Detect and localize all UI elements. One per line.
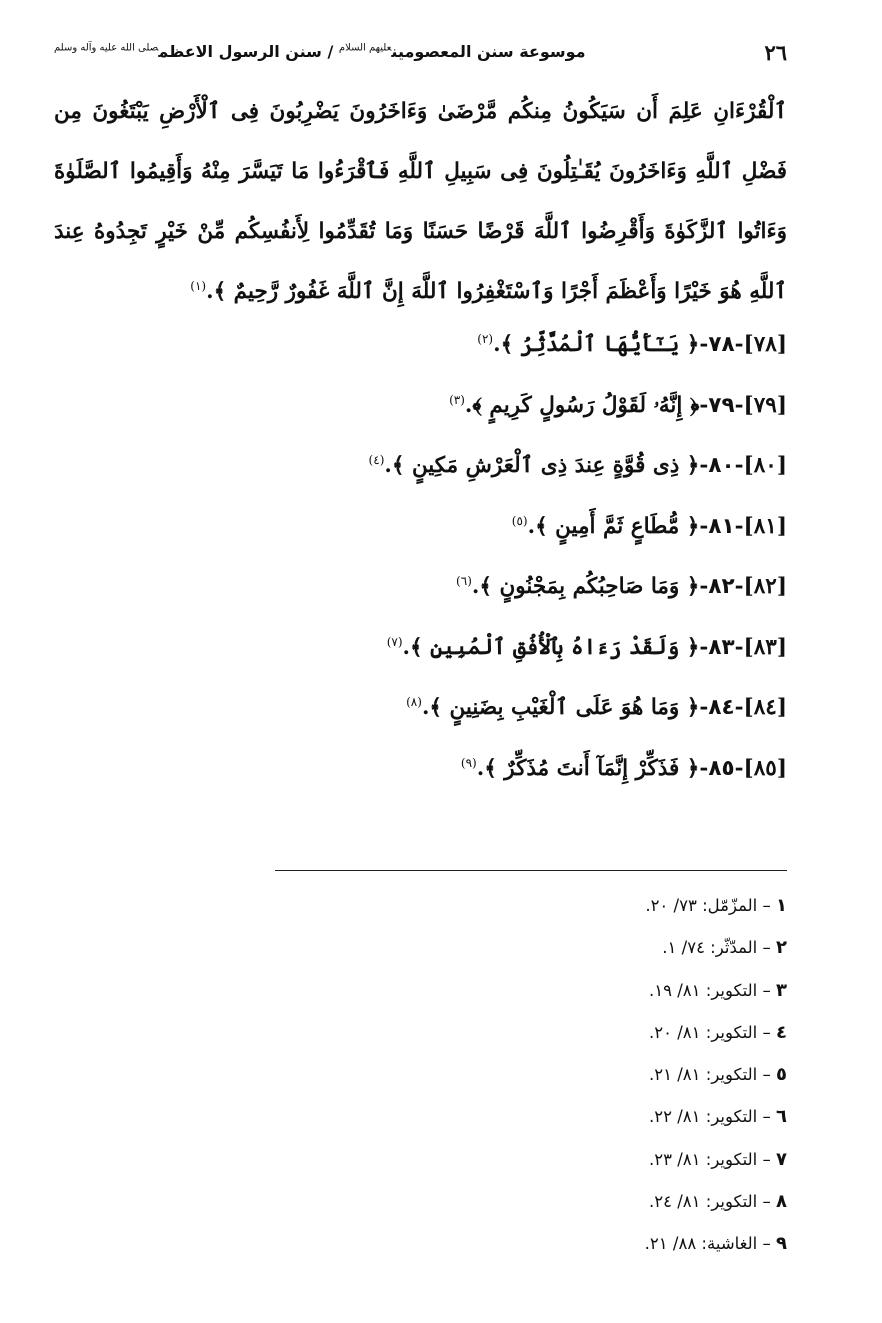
verse-dash: -: [699, 392, 709, 418]
footnote-text: المدّثّر: ٧٤/ ١.: [662, 938, 758, 958]
footnote-marker: (٧): [386, 634, 403, 649]
verse-entry: [54, 678, 787, 739]
page-header: [54, 38, 787, 78]
footnote-number: ٢: [776, 937, 787, 959]
verse-dash: -: [734, 695, 744, 720]
footnote-marker: (٤): [368, 452, 385, 467]
footnote-dash: –: [762, 1065, 771, 1085]
footnote-item: [267, 970, 787, 1012]
verse-text: ﴿ وَمَا هُوَ عَلَى ٱلْغَيْبِ بِضَنِينٍ ﴾.: [421, 695, 700, 720]
verse-entry: [54, 497, 787, 558]
verse-entry: [54, 436, 787, 497]
verse-dash: -: [699, 332, 709, 357]
verse-ref: [٧٩]: [743, 392, 787, 418]
verse-ref: [٧٨]: [743, 332, 787, 357]
verse-entry: [54, 557, 787, 618]
running-head-book-title: موسوعة سنن المعصومين: [391, 42, 586, 61]
footnote-text: التكوير: ٨١/ ٢٠.: [648, 1022, 758, 1042]
running-head-volume-title: سنن الرسول الاعظم: [158, 42, 322, 61]
footnote-text: التكوير: ٨١/ ٢٣.: [648, 1149, 758, 1169]
footnote-item: [267, 1139, 787, 1181]
verse-dash: -: [734, 332, 744, 357]
footnote-number: ١: [776, 895, 787, 916]
honorific-mark-1: عليهم السلام: [338, 42, 392, 54]
footnote-item: [267, 927, 787, 969]
footnote-dash: –: [762, 938, 771, 958]
verse-dash: -: [699, 513, 709, 539]
verse-ref: [٨٠]: [743, 453, 787, 478]
footnote-text: التكوير: ٨١/ ١٩.: [648, 980, 758, 1000]
verse-number: ٨٣: [708, 634, 735, 660]
footnote-number: ٤: [776, 1021, 787, 1043]
footnote-item: [267, 1012, 787, 1054]
footnote-text: التكوير: ٨١/ ٢٢.: [648, 1107, 758, 1127]
footnote-dash: –: [762, 1107, 771, 1127]
footnote-marker: (٩): [460, 755, 477, 770]
footnote-dash: –: [762, 1149, 771, 1169]
footnote-dash: –: [762, 1192, 771, 1212]
verse-number: ٧٨: [708, 332, 735, 357]
footnote-item: [267, 1096, 787, 1138]
footnote-text: المزّمّل: ٧٣/ ٢٠.: [645, 896, 758, 915]
footnote-marker: (٨): [406, 694, 422, 709]
footnote-dash: –: [762, 1022, 771, 1042]
verse-entry: [54, 376, 787, 437]
verse-dash: -: [699, 755, 709, 781]
verse-text: ﴿ ذِى قُوَّةٍ عِندَ ذِى ٱلْعَرْشِ مَكِينٍ ﴾.: [384, 453, 700, 478]
footnote-number: ٧: [776, 1148, 787, 1170]
verse-number: ٨١: [708, 513, 735, 539]
quran-paragraph: [54, 82, 787, 322]
footnote-number: ٩: [776, 1233, 787, 1255]
footnote-dash: –: [762, 896, 771, 915]
footnote-dash: –: [762, 980, 771, 1000]
footnote-marker: (٥): [511, 513, 528, 528]
footnote-number: ٥: [776, 1064, 787, 1086]
footnote-item: [267, 1223, 787, 1265]
footnote-dash: –: [762, 1234, 771, 1254]
verse-number: ٨٥: [708, 755, 735, 781]
footnote-number: ٨: [776, 1191, 787, 1213]
verse-dash: -: [734, 634, 744, 660]
footnote-marker: (٢): [477, 331, 494, 346]
verse-dash: -: [699, 453, 709, 478]
footnote-list: [267, 885, 787, 1266]
verse-text: ﴿ وَلَقَدْ رَءَاهُ بِٱلْأُفُقِ ٱلْمُبِينِ ﴾.: [402, 634, 700, 660]
verse-entry: [54, 618, 787, 679]
footnote-item: [267, 1054, 787, 1096]
footnote-marker: (١): [190, 278, 207, 293]
footnote-number: ٦: [776, 1106, 787, 1128]
footnote-item: [267, 885, 787, 927]
verse-dash: -: [734, 513, 744, 539]
verse-text: ﴿ فَذَكِّرْ إِنَّمَآ أَنتَ مُذَكِّرٌ ﴾.: [476, 755, 700, 781]
verse-ref: [٨٣]: [743, 634, 787, 660]
verse-ref: [٨٥]: [743, 755, 787, 781]
verse-number: ٧٩: [708, 392, 735, 418]
verse-dash: -: [699, 695, 709, 720]
verse-text: ﴿ إِنَّهُۥ لَقَوْلُ رَسُولٍ كَرِيمٍ ﴾.: [464, 392, 700, 418]
verse-dash: -: [699, 574, 709, 599]
verse-dash: -: [699, 634, 709, 660]
footnote-divider: [275, 870, 787, 871]
verse-number: ٨٤: [708, 695, 735, 720]
verse-dash: -: [734, 453, 744, 478]
footnote-marker: (٦): [456, 573, 472, 588]
honorific-mark-2: صلى الله عليه وآله وسلم: [54, 42, 159, 54]
footnote-number: ٣: [776, 979, 787, 1001]
page-number: ٢٦: [764, 40, 787, 65]
verse-number: ٨٢: [708, 574, 735, 599]
footnote-marker: (٣): [449, 392, 465, 407]
running-head: [54, 42, 586, 61]
verse-dash: -: [734, 574, 744, 599]
footnote-text: الغاشية: ٨٨/ ٢١.: [644, 1234, 758, 1254]
verse-ref: [٨١]: [743, 513, 787, 539]
verse-entry: [54, 739, 787, 800]
verse-ref: [٨٤]: [743, 695, 787, 720]
verse-text: ﴿ وَمَا صَاحِبُكُم بِمَجْنُونٍ ﴾.: [471, 574, 700, 599]
paragraph-text: ٱلْقُرْءَانِ عَلِمَ أَن سَيَكُونُ مِنكُم مَّرْضَىٰ وَءَاخَرُونَ يَضْرِبُونَ فِى ٱلْأَرْضِ يَبْتَغُونَ مِن فَضْلِ ٱللَّهِ وَءَاخَرُونَ يُقَـٰتِلُونَ فِى سَبِيلِ ٱللَّهِ فَٱقْرَءُوا مَا تَيَسَّرَ مِنْهُ وَأَقِيمُوا ٱلصَّلَوٰةَ وَءَاتُوا ٱلزَّكَوٰةَ وَأَقْرِضُوا ٱللَّهَ قَرْضًا حَسَنًا وَمَا تُقَدِّمُوا لِأَنفُسِكُم مِّنْ خَيْرٍ تَجِدُوهُ عِندَ ٱللَّهِ هُوَ خَيْرًا وَأَعْظَمَ أَجْرًا وَٱسْتَغْفِرُوا ٱللَّهَ إِنَّ ٱللَّهَ غَفُورٌ رَّحِيمٌ ﴾.: [54, 99, 787, 304]
verse-entry: [54, 315, 787, 376]
verse-dash: -: [734, 392, 744, 418]
footnote-text: التكوير: ٨١/ ٢١.: [648, 1065, 758, 1085]
verse-dash: -: [734, 755, 744, 781]
verse-text: ﴿ مُّطَاعٍ ثَمَّ أَمِينٍ ﴾.: [527, 513, 700, 539]
footnote-text: التكوير: ٨١/ ٢٤.: [648, 1192, 758, 1212]
verse-text: ﴿ يَـٰٓأَيُّهَا ٱلْمُدَّثِّرُ ﴾.: [493, 332, 700, 357]
running-head-separator: /: [321, 42, 339, 61]
verse-ref: [٨٢]: [743, 574, 787, 599]
verse-list: [54, 315, 787, 799]
verse-number: ٨٠: [708, 453, 735, 478]
footnote-item: [267, 1181, 787, 1223]
